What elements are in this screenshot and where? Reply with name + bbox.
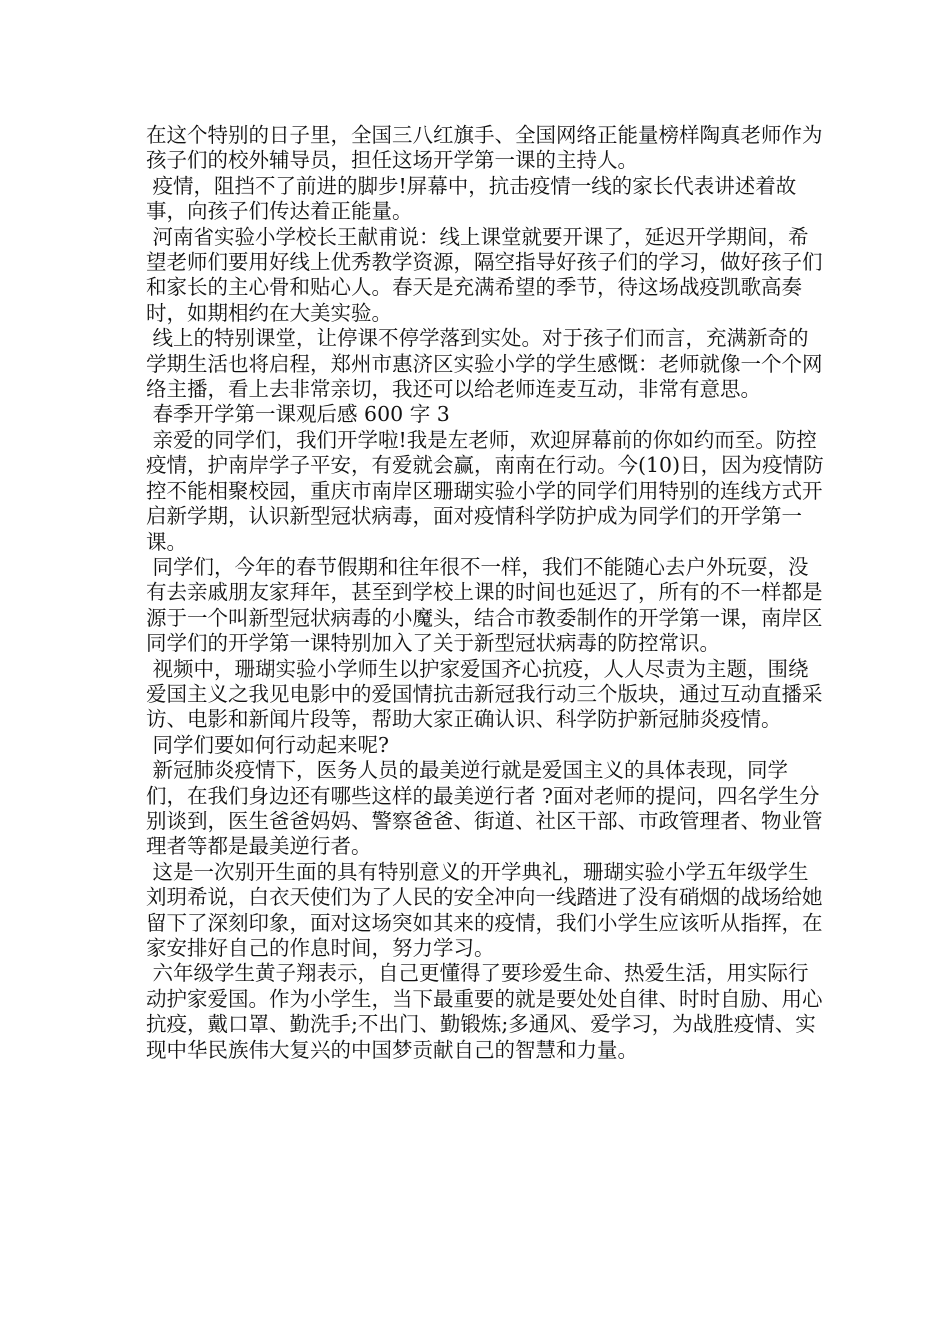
paragraph-8: 同学们要如何行动起来呢? bbox=[146, 732, 390, 757]
paragraph-7: 视频中，珊瑚实验小学师生以护家爱国齐心抗疫，人人尽责为主题，围绕爱国主义之我见电影中的爱国情抗击新冠我行动三个版块，通过互动直播采访、电影和新闻片段等，帮助大家正确认识、科学防护新冠肺炎疫情。 bbox=[146, 656, 823, 732]
paragraph-4: 线上的特别课堂，让停课不停学落到实处。对于孩子们而言，充满新奇的学期生活也将启程，郑州市惠济区实验小学的学生感慨：老师就像一个个网络主播，看上去非常亲切，我还可以给老师连麦互动，非常有意思。 bbox=[146, 326, 823, 402]
paragraph-6: 同学们，今年的春节假期和往年很不一样，我们不能随心去户外玩耍，没有去亲戚朋友家拜年，甚至到学校上课的时间也延迟了，所有的不一样都是源于一个叫新型冠状病毒的小魔头，结合市教委制作的开学第一课，南岸区同学们的开学第一课特别加入了关于新型冠状病毒的防控常识。 bbox=[146, 554, 823, 656]
section-heading: 春季开学第一课观后感 600 字 3 bbox=[146, 402, 450, 427]
paragraph-10: 这是一次别开生面的具有特别意义的开学典礼，珊瑚实验小学五年级学生刘玥希说，白衣天使们为了人民的安全冲向一线踏进了没有硝烟的战场给她留下了深刻印象，面对这场突如其来的疫情，我们小学生应该听从指挥，在家安排好自己的作息时间，努力学习。 bbox=[146, 859, 823, 960]
document-body bbox=[146, 123, 826, 1063]
paragraph-1: 在这个特别的日子里，全国三八红旗手、全国网络正能量榜样陶真老师作为孩子们的校外辅导员，担任这场开学第一课的主持人。 bbox=[146, 123, 823, 173]
paragraph-5: 亲爱的同学们，我们开学啦!我是左老师，欢迎屏幕前的你如约而至。防控疫情，护南岸学子平安，有爱就会赢，南南在行动。今(10)日，因为疫情防控不能相聚校园，重庆市南岸区珊瑚实验小学的同学们用特别的连线方式开启新学期，认识新型冠状病毒，面对疫情科学防护成为同学们的开学第一课。 bbox=[146, 427, 824, 554]
paragraph-2: 疫情，阻挡不了前进的脚步!屏幕中，抗击疫情一线的家长代表讲述着故事，向孩子们传达着正能量。 bbox=[146, 173, 797, 224]
paragraph-11: 六年级学生黄子翔表示，自己更懂得了要珍爱生命、热爱生活，用实际行动护家爱国。作为小学生，当下最重要的就是要处处自律、时时自励、用心抗疫，戴口罩、勤洗手;不出门、勤锻炼;多通风、爱学习，为战胜疫情、实现中华民族伟大复兴的中国梦贡献自己的智慧和力量。 bbox=[146, 961, 823, 1062]
paragraph-3: 河南省实验小学校长王献甫说：线上课堂就要开课了，延迟开学期间，希望老师们要用好线上优秀教学资源，隔空指导好孩子们的学习，做好孩子们和家长的主心骨和贴心人。春天是充满希望的季节，待这场战疫凯歌高奏时，如期相约在大美实验。 bbox=[146, 224, 823, 325]
paragraph-9: 新冠肺炎疫情下，医务人员的最美逆行就是爱国主义的具体表现，同学们，在我们身边还有哪些这样的最美逆行者 ?面对老师的提问，四名学生分别谈到，医生爸爸妈妈、警察爸爸、街道、社区干部、市政管理者、物业管理者等都是最美逆行者。 bbox=[146, 758, 823, 859]
